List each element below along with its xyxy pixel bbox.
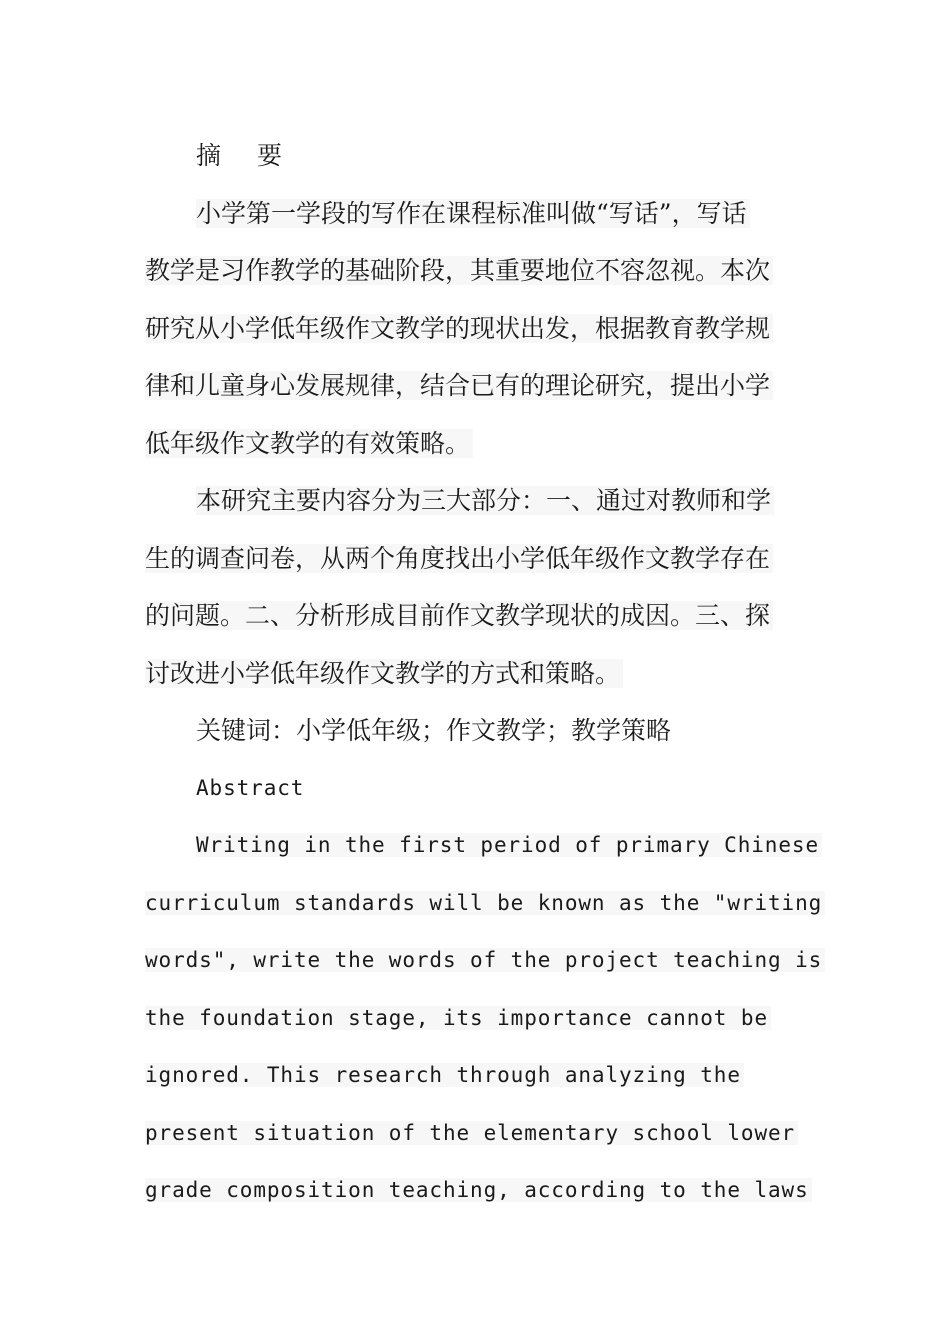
text-line: present situation of the elementary school lower [145,1105,798,1163]
cn-abstract-heading-text: 摘 要 [196,141,296,170]
text-line: 研究从小学低年级作文教学的现状出发，根据教育教学规 [145,300,773,358]
en-abstract-heading-text: Abstract [196,776,305,800]
text-line: 小学第一学段的写作在课程标准叫做“写话”，写话 [196,185,750,243]
keywords-text: 关键词：小学低年级；作文教学；教学策略 [196,716,672,745]
text-line: 的问题。二、分析形成目前作文教学现状的成因。三、探 [145,587,773,645]
text-line: 讨改进小学低年级作文教学的方式和策略。 [145,645,623,703]
text-line: words", write the words of the project teaching is [145,932,825,990]
text-line: 生的调查问卷，从两个角度找出小学低年级作文教学存在 [145,530,773,588]
text-line: 律和儿童身心发展规律，结合已有的理论研究，提出小学 [145,357,773,415]
text-line: 本研究主要内容分为三大部分：一、通过对教师和学 [196,472,774,530]
text-line: grade composition teaching, according to the laws [145,1162,812,1220]
text-line: the foundation stage, its importance cannot be [145,990,771,1048]
text-line: ignored. This research through analyzing the [145,1047,744,1105]
text-line: 低年级作文教学的有效策略。 [145,415,473,473]
cn-abstract-heading [196,127,296,185]
text-line: curriculum standards will be known as the "writing [145,875,825,933]
en-abstract-heading [196,760,304,818]
keywords-line [196,702,671,760]
text-line: Writing in the first period of primary Chinese [196,817,822,875]
text-line: 教学是习作教学的基础阶段，其重要地位不容忽视。本次 [145,242,773,300]
